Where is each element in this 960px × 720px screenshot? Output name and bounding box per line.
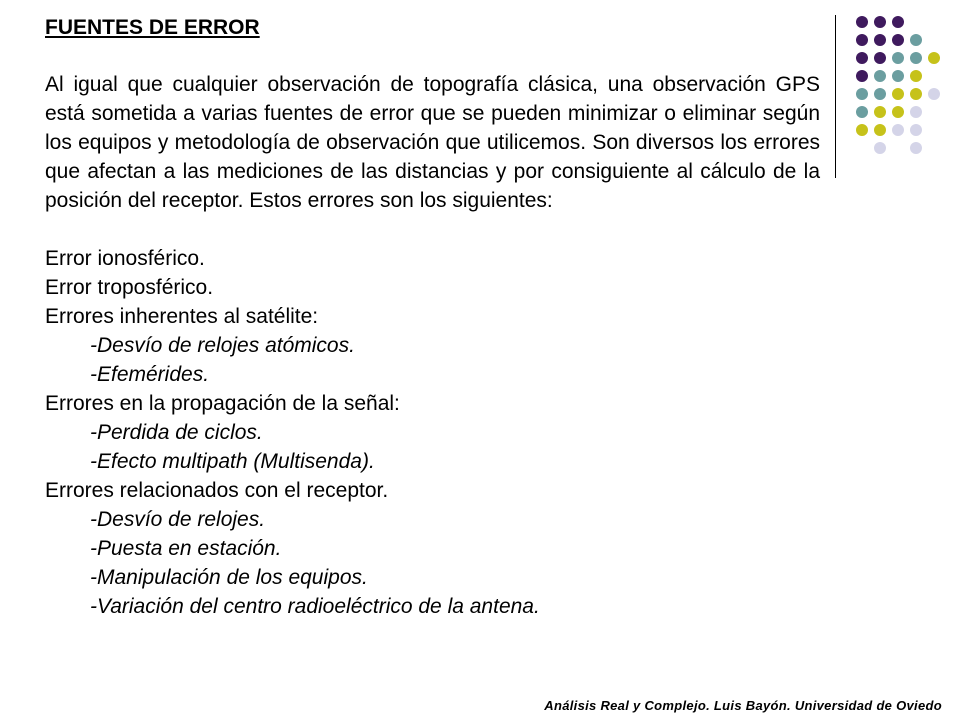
decorative-dot (910, 124, 922, 136)
decorative-dot (910, 88, 922, 100)
decorative-dot (856, 70, 868, 82)
decorative-dot (874, 142, 886, 154)
slide-title: FUENTES DE ERROR (45, 16, 260, 39)
decorative-dot (874, 70, 886, 82)
decorative-dot (892, 124, 904, 136)
decorative-dot (910, 70, 922, 82)
decorative-dot (874, 52, 886, 64)
error-subitem: -Efemérides. (90, 363, 210, 386)
error-item: Errores inherentes al satélite: (45, 305, 319, 328)
error-subitem: -Desvío de relojes. (90, 508, 266, 531)
decorative-dot (892, 52, 904, 64)
decorative-dot (856, 34, 868, 46)
decorative-dot (856, 124, 868, 136)
decorative-dot (874, 16, 886, 28)
decorative-dot (910, 142, 922, 154)
error-subitem: -Efecto multipath (Multisenda). (90, 450, 375, 473)
decorative-dot (910, 34, 922, 46)
decorative-dot (910, 106, 922, 118)
decorative-dot-grid (0, 0, 960, 200)
decorative-dot (856, 106, 868, 118)
error-item: Error ionosférico. (45, 247, 205, 270)
decorative-dot (928, 52, 940, 64)
decorative-dot (874, 88, 886, 100)
error-subitem: -Manipulación de los equipos. (90, 566, 368, 589)
error-subitem: -Desvío de relojes atómicos. (90, 334, 355, 357)
decorative-dot (892, 106, 904, 118)
error-list (45, 244, 820, 621)
error-subitem: -Perdida de ciclos. (90, 421, 263, 444)
error-item: Error troposférico. (45, 276, 214, 299)
decorative-dot (856, 52, 868, 64)
decorative-dot (892, 70, 904, 82)
decorative-dot (892, 34, 904, 46)
error-item: Errores en la propagación de la señal: (45, 392, 400, 415)
decorative-dot (856, 88, 868, 100)
decorative-dot (874, 124, 886, 136)
decorative-dot (874, 106, 886, 118)
error-subitem: -Puesta en estación. (90, 537, 282, 560)
decorative-dot (856, 16, 868, 28)
error-item: Errores relacionados con el receptor. (45, 479, 389, 502)
decorative-dot (892, 16, 904, 28)
decorative-dot (892, 88, 904, 100)
decorative-dot (874, 34, 886, 46)
footer-credit: Análisis Real y Complejo. Luis Bayón. Universidad de Oviedo (544, 698, 942, 713)
intro-paragraph: Al igual que cualquier observación de topografía clásica, una observación GPS está sometida a varias fuentes de error que se pueden minimizar o eliminar según los equipos y metodología de observación que utilicemos. Son diversos los errores que afectan a las mediciones de las distancias y por consiguiente al cálculo de la posición del receptor. Estos errores son los siguientes: (45, 73, 820, 212)
decorative-dot (928, 88, 940, 100)
error-subitem: -Variación del centro radioeléctrico de la antena. (90, 595, 540, 618)
decorative-dot (910, 52, 922, 64)
